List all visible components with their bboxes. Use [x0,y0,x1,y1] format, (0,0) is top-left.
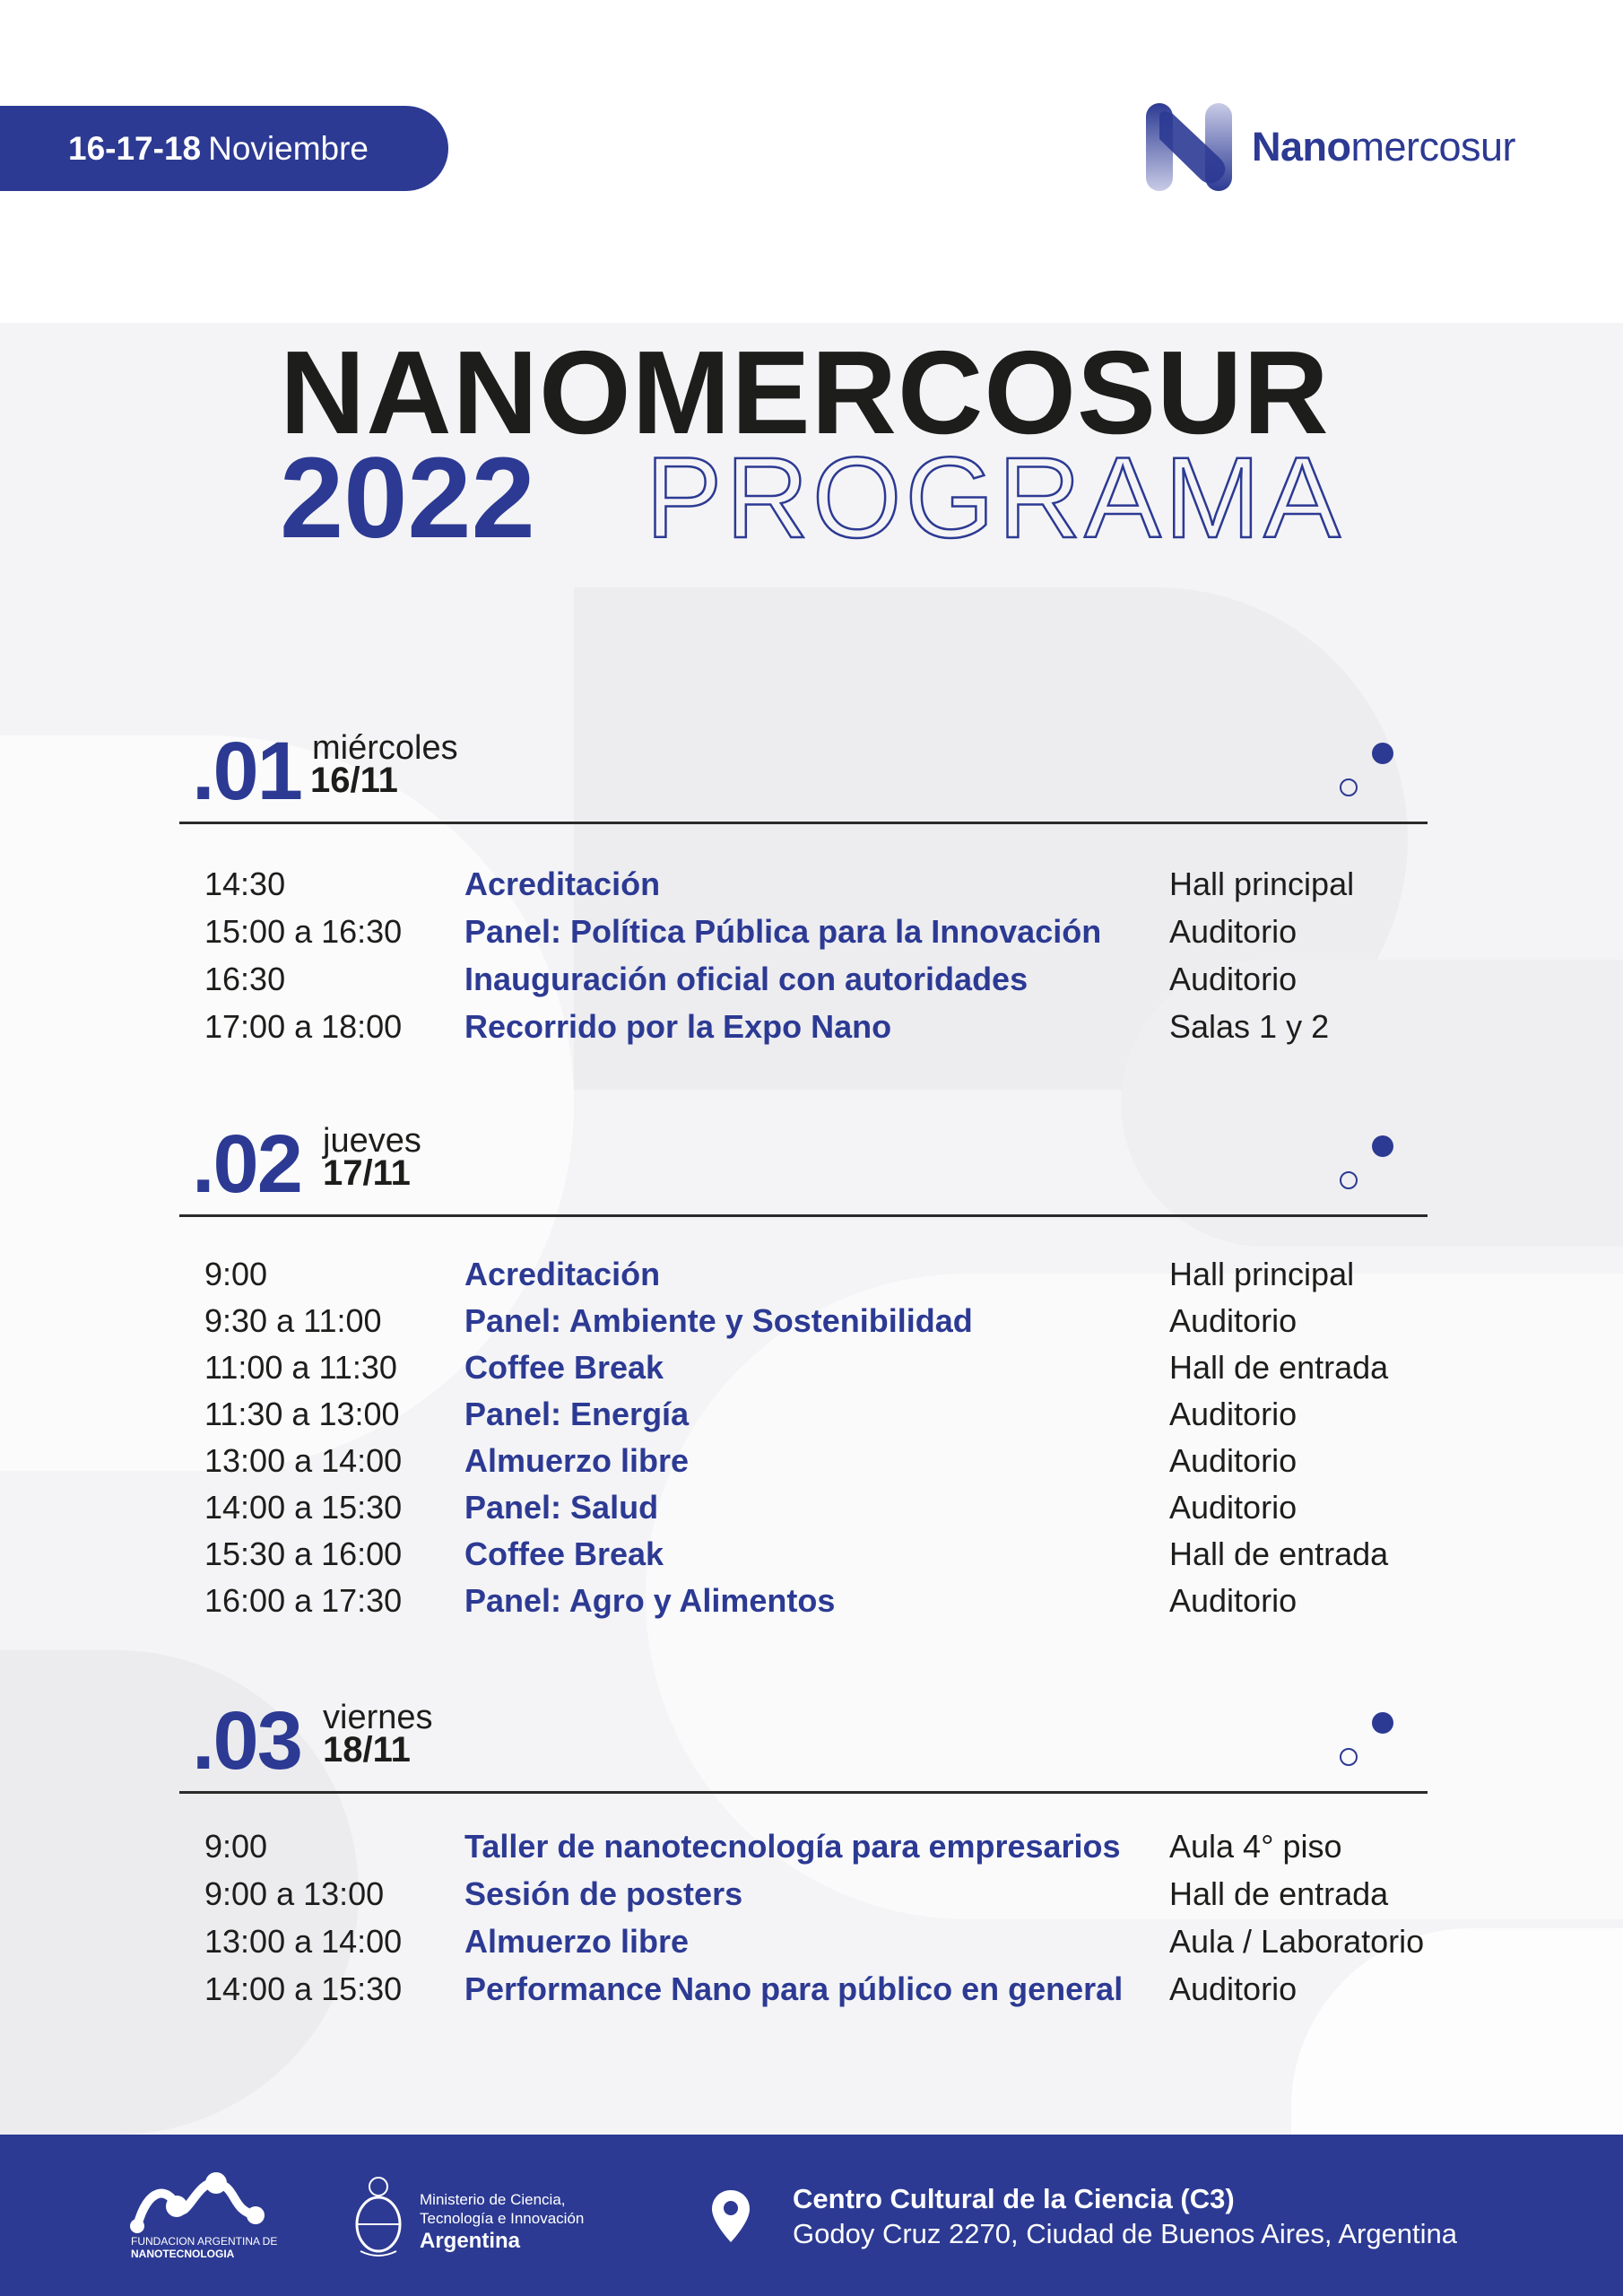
ministry-caption: Ministerio de Ciencia, Tecnología e Innovación Argentina [420,2191,585,2253]
day-number: .03 [192,1695,301,1787]
event-place: Auditorio [1169,1489,1298,1526]
event-days: 16-17-18 [68,129,202,167]
schedule-row [204,1966,1460,2013]
decorative-ring-icon [1340,1171,1358,1189]
day-weekday: viernes [323,1699,433,1736]
event-time: 11:30 a 13:00 [204,1396,400,1432]
day-header [179,1687,1428,1795]
day-weekday: miércoles [312,729,458,767]
event-time: 9:00 [204,1828,268,1865]
schedule-row [204,1344,1460,1391]
day-header [179,718,1428,825]
event-place: Auditorio [1169,913,1298,950]
venue-street: Godoy Cruz 2270, Ciudad de Buenos Aires, Argentina [793,2218,1458,2249]
event-activity: Acreditación [464,865,661,902]
schedule-row [204,1578,1460,1624]
event-activity: Panel: Política Pública para la Innovación [464,913,1102,950]
venue-name: Centro Cultural de la Ciencia (C3) [793,2183,1235,2214]
day-date: 17/11 [323,1153,411,1193]
schedule-row [204,1251,1460,1298]
schedule-row [204,1484,1460,1531]
event-activity: Almuerzo libre [464,1442,690,1479]
event-place: Hall de entrada [1169,1535,1389,1572]
day-date: 16/11 [310,761,398,800]
schedule-row [204,1823,1460,1870]
event-time: 13:00 a 14:00 [204,1923,403,1960]
schedule-row [204,1871,1460,1918]
schedule-row [204,1918,1460,1965]
event-activity: Acreditación [464,1256,661,1292]
nanomercosur-logo [1146,103,1515,191]
day-header [179,1110,1428,1218]
event-place: Salas 1 y 2 [1169,1008,1330,1045]
schedule-row [204,1391,1460,1438]
event-place: Auditorio [1169,1582,1298,1619]
logo-wordmark: Nanomercosur [1252,124,1516,170]
event-activity: Panel: Ambiente y Sostenibilidad [464,1302,973,1339]
event-place: Auditorio [1169,961,1298,997]
schedule-row [204,1531,1460,1578]
event-activity: Coffee Break [464,1535,664,1572]
event-time: 9:00 [204,1256,268,1292]
event-place: Hall principal [1169,865,1355,902]
event-activity: Panel: Energía [464,1396,690,1432]
event-dates-badge [0,106,448,191]
event-place: Hall de entrada [1169,1875,1389,1912]
event-time: 11:00 a 11:30 [204,1349,397,1386]
event-time: 9:00 a 13:00 [204,1875,385,1912]
event-time: 14:30 [204,865,286,902]
divider [179,1214,1428,1217]
event-time: 15:00 a 16:30 [204,913,403,950]
event-time: 9:30 a 11:00 [204,1302,382,1339]
page-title: NANOMERCOSUR [280,326,1330,458]
fundacion-caption: FUNDACION ARGENTINA DE NANOTECNOLOGIA [131,2235,278,2260]
event-activity: Sesión de posters [464,1875,743,1912]
divider [179,822,1428,824]
decorative-dot-icon [1372,1712,1393,1734]
event-place: Auditorio [1169,1442,1298,1479]
schedule-row [204,1438,1460,1484]
event-activity: Panel: Salud [464,1489,659,1526]
argentina-coat-of-arms-icon [352,2174,405,2260]
title-year: 2022 [280,434,535,562]
event-activity: Panel: Agro y Alimentos [464,1582,836,1619]
schedule-row [204,956,1460,1003]
decorative-ring-icon [1340,1748,1358,1766]
event-place: Auditorio [1169,1302,1298,1339]
schedule-row [204,909,1460,955]
nanomercosur-logo-icon [1146,103,1232,191]
title-programa: PROGRAMA [646,434,1344,562]
footer [0,2135,1623,2296]
event-month: Noviembre [208,129,369,167]
event-activity: Recorrido por la Expo Nano [464,1008,892,1045]
event-time: 15:30 a 16:00 [204,1535,403,1572]
day-number: .01 [192,726,301,817]
event-activity: Coffee Break [464,1349,664,1386]
location-pin-icon [710,2188,751,2244]
event-time: 13:00 a 14:00 [204,1442,403,1479]
decorative-dot-icon [1372,743,1393,764]
day-date: 18/11 [323,1730,411,1770]
schedule-row [204,1298,1460,1344]
event-place: Hall de entrada [1169,1349,1389,1386]
decorative-ring-icon [1340,778,1358,796]
day-number: .02 [192,1118,301,1210]
divider [179,1791,1428,1794]
day-weekday: jueves [323,1122,421,1160]
venue-address [793,2181,1457,2251]
event-place: Aula 4° piso [1169,1828,1342,1865]
event-time: 16:00 a 17:30 [204,1582,403,1619]
event-place: Auditorio [1169,1396,1298,1432]
event-activity: Inauguración oficial con autoridades [464,961,1028,997]
event-activity: Taller de nanotecnología para empresarios [464,1828,1121,1865]
event-time: 17:00 a 18:00 [204,1008,403,1045]
schedule-row [204,861,1460,908]
fundacion-nanotecnologia-logo-icon [130,2170,265,2233]
event-place: Auditorio [1169,1970,1298,2007]
schedule-row [204,1004,1460,1050]
event-activity: Performance Nano para público en general [464,1970,1124,2007]
event-place: Aula / Laboratorio [1169,1923,1425,1960]
event-activity: Almuerzo libre [464,1923,690,1960]
event-time: 14:00 a 15:30 [204,1970,403,2007]
event-place: Hall principal [1169,1256,1355,1292]
event-time: 14:00 a 15:30 [204,1489,403,1526]
decorative-dot-icon [1372,1135,1393,1157]
event-time: 16:30 [204,961,286,997]
